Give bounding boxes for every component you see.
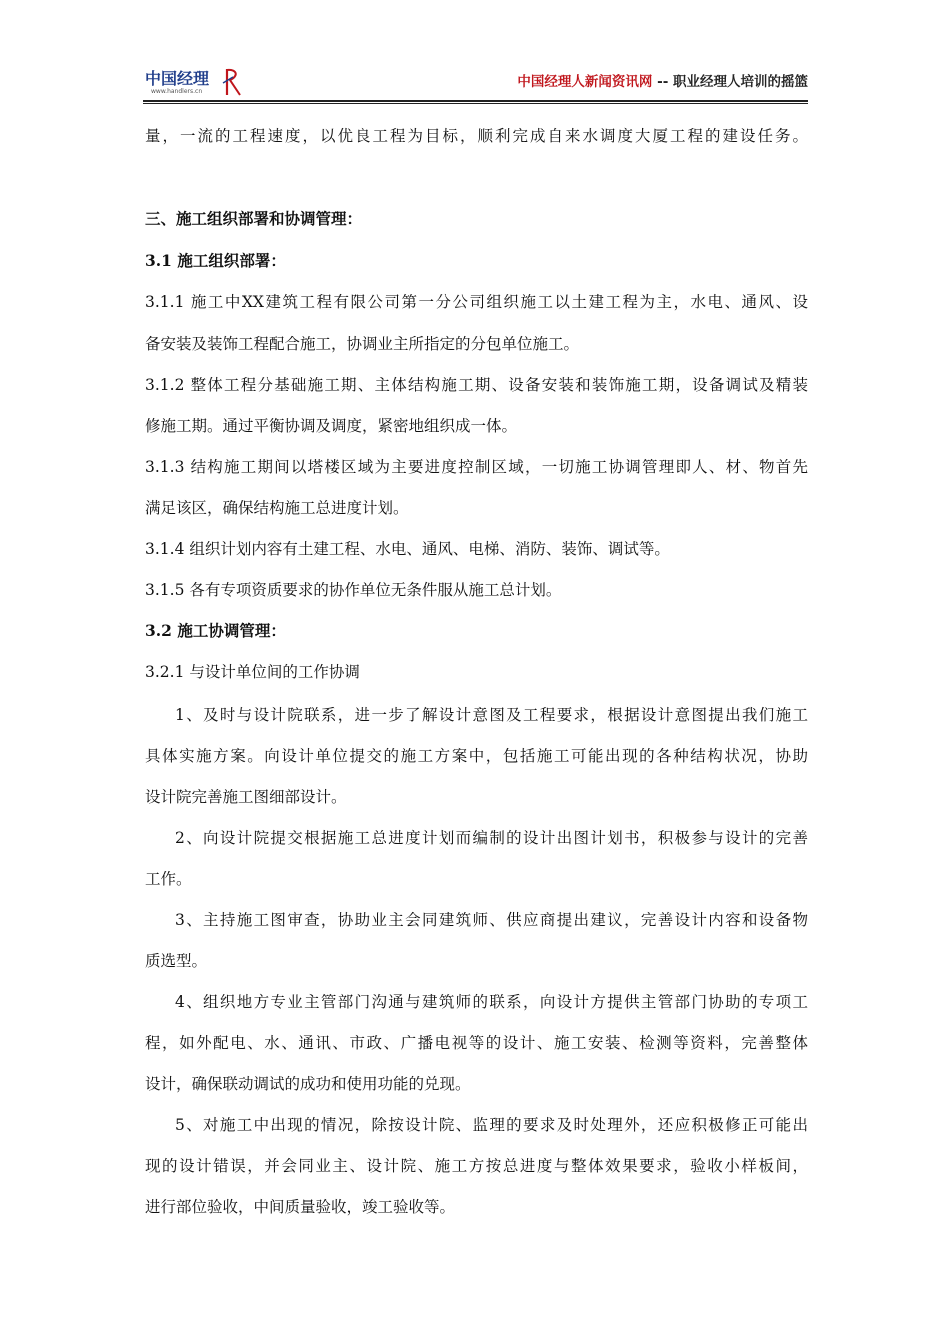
header-rule	[143, 100, 808, 102]
list-item-line: 2、向设计院提交根据施工总进度计划而编制的设计出图计划书，积极参与设计的完善	[175, 829, 808, 847]
logo-url: www.handlers.cn	[151, 88, 203, 95]
list-item-line: 1、及时与设计院联系，进一步了解设计意图及工程要求，根据设计意图提出我们施工	[175, 706, 808, 724]
header-slogan	[517, 70, 808, 90]
subsection-heading: 3.1 施工组织部署：	[145, 251, 286, 270]
text-line: 3.1.1 施工中XX建筑工程有限公司第一分公司组织施工以土建工程为主，水电、通风、设	[145, 293, 808, 311]
logo-text: 中国经理	[145, 69, 210, 88]
text-line: 3.1.3 结构施工期间以塔楼区域为主要进度控制区域，一切施工协调管理即人、材、物首先	[145, 458, 808, 476]
list-item-line: 5、对施工中出现的情况，除按设计院、监理的要求及时处理外，还应积极修正可能出	[175, 1116, 808, 1134]
text-line: 程，如外配电、水、通讯、市政、广播电视等的设计、施工安装、检测等资料，完善整体	[145, 1034, 808, 1052]
text-line: 具体实施方案。向设计单位提交的施工方案中，包括施工可能出现的各种结构状况，协助	[145, 747, 808, 765]
subsection-heading: 3.2 施工协调管理：	[145, 621, 286, 640]
text-line: 3.2.1 与设计单位间的工作协调	[145, 663, 360, 681]
logo-mark-icon	[221, 67, 243, 97]
text-line: 进行部位验收，中间质量验收，竣工验收等。	[145, 1198, 456, 1216]
text-line: 满足该区，确保结构施工总进度计划。	[145, 499, 409, 517]
header-rule-thin	[143, 103, 808, 104]
text-line: 工作。	[145, 870, 192, 888]
text-line: 质选型。	[145, 952, 208, 970]
text-line: 备安装及装饰工程配合施工，协调业主所指定的分包单位施工。	[145, 335, 580, 353]
text-line: 设计，确保联动调试的成功和使用功能的兑现。	[145, 1075, 471, 1093]
page-header	[143, 58, 808, 104]
text-line: 3.1.4 组织计划内容有土建工程、水电、通风、电梯、消防、装饰、调试等。	[145, 540, 670, 558]
list-item-line: 4、组织地方专业主管部门沟通与建筑师的联系，向设计方提供主管部门协助的专项工	[175, 993, 808, 1011]
text-line: 3.1.5 各有专项资质要求的协作单位无条件服从施工总计划。	[145, 581, 562, 599]
text-line: 修施工期。通过平衡协调及调度，紧密地组织成一体。	[145, 417, 518, 435]
text-line: 设计院完善施工图细部设计。	[145, 788, 347, 806]
section-heading: 三、施工组织部署和协调管理：	[145, 209, 363, 228]
slogan-site-name: 中国经理人新闻资讯网	[517, 74, 653, 90]
slogan-tagline: 职业经理人培训的摇篮	[673, 74, 808, 90]
slogan-separator: --	[652, 74, 673, 90]
text-line: 现的设计错误，并会同业主、设计院、施工方按总进度与整体效果要求，验收小样板间，	[145, 1157, 808, 1175]
text-line: 量，一流的工程速度，以优良工程为目标，顺利完成自来水调度大厦工程的建设任务。	[145, 127, 808, 145]
site-logo	[145, 66, 255, 100]
text-line: 3.1.2 整体工程分基础施工期、主体结构施工期、设备安装和装饰施工期，设备调试及精装	[145, 376, 808, 394]
list-item-line: 3、主持施工图审查，协助业主会同建筑师、供应商提出建议，完善设计内容和设备物	[175, 911, 808, 929]
